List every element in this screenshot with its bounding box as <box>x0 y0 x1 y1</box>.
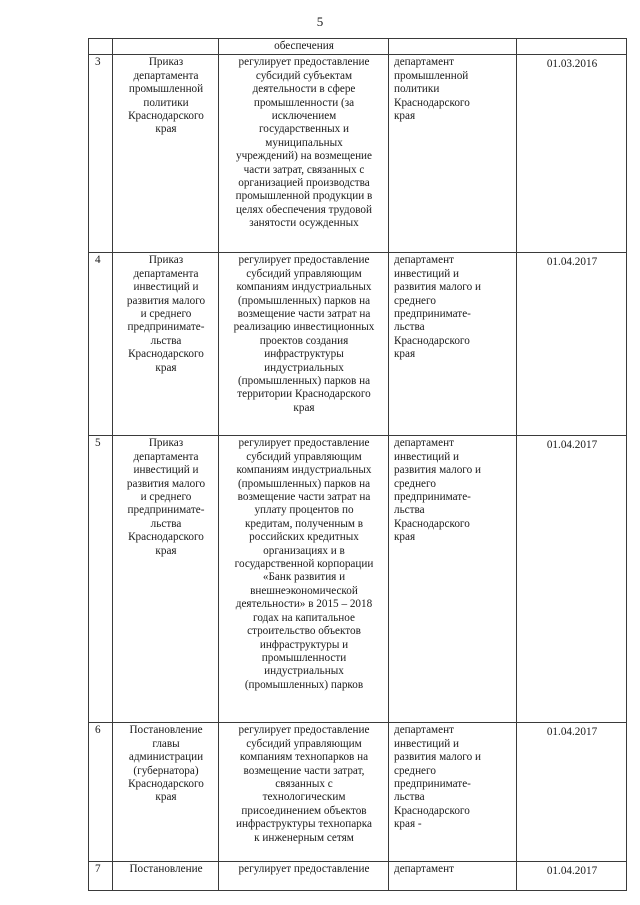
cell-organization: департамент <box>389 862 517 891</box>
cell-name: Приказ департамента инвестиций и развития малого и среднего предпринимате- льства Краснодарского края <box>113 436 219 723</box>
cell-date: 01.03.2016 <box>517 55 627 253</box>
cell-date <box>517 39 627 55</box>
cell-date: 01.04.2017 <box>517 436 627 723</box>
page-number: 5 <box>316 14 324 29</box>
cell-name: Приказ департамента инвестиций и развития малого и среднего предпринимате- льства Краснодарского края <box>113 253 219 436</box>
cell-organization: департамент инвестиций и развития малого и среднего предпринимате- льства Краснодарского края - <box>389 723 517 862</box>
cell-num: 5 <box>89 436 113 723</box>
cell-name: Приказ департамента промышленной политики Краснодарского края <box>113 55 219 253</box>
table-row <box>89 55 627 253</box>
cell-num: 4 <box>89 253 113 436</box>
cell-description: обеспечения <box>219 39 389 55</box>
cell-num: 6 <box>89 723 113 862</box>
cell-date: 01.04.2017 <box>517 862 627 891</box>
cell-num: 7 <box>89 862 113 891</box>
cell-description: регулирует предоставление субсидий управляющим компаниям индустриальных (промышленных) парков на возмещение части затрат на реализацию инвестиционных проектов создания инфраструктуры индустриальных (промышленных) парков на территории Краснодарского края <box>219 253 389 436</box>
cell-organization <box>389 39 517 55</box>
cell-name: Постановление главы администрации (губернатора) Краснодарского края <box>113 723 219 862</box>
cell-description: регулирует предоставление субсидий управляющим компаниям технопарков на возмещение части затрат, связанных с технологическим присоединением объектов инфраструктуры технопарка к инженерным сетям <box>219 723 389 862</box>
cell-date: 01.04.2017 <box>517 723 627 862</box>
table-row <box>89 436 627 723</box>
table-row <box>89 723 627 862</box>
cell-description: регулирует предоставление субсидий субъектам деятельности в сфере промышленности (за исключением государственных и муниципальных учреждений) на возмещение части затрат, связанных с организацией производства промышленной продукции в целях обеспечения трудовой занятости осужденных <box>219 55 389 253</box>
cell-num <box>89 39 113 55</box>
cell-date: 01.04.2017 <box>517 253 627 436</box>
cell-organization: департамент промышленной политики Краснодарского края <box>389 55 517 253</box>
table-row <box>89 253 627 436</box>
cell-description: регулирует предоставление <box>219 862 389 891</box>
table-row-continuation <box>89 39 627 55</box>
table-row <box>89 862 627 891</box>
regulations-table <box>88 38 627 891</box>
cell-description: регулирует предоставление субсидий управляющим компаниям индустриальных (промышленных) парков на возмещение части затрат на уплату процентов по кредитам, полученным в российских кредитных организациях и в государственной корпорации «Банк развития и внешнеэкономической деятельности» в 2015 – 2018 годах на капитальное строительство объектов инфраструктуры и промышленности индустриальных (промышленных) парков <box>219 436 389 723</box>
cell-name: Постановление <box>113 862 219 891</box>
cell-name <box>113 39 219 55</box>
cell-organization: департамент инвестиций и развития малого и среднего предпринимате- льства Краснодарского края <box>389 436 517 723</box>
cell-num: 3 <box>89 55 113 253</box>
cell-organization: департамент инвестиций и развития малого и среднего предпринимате- льства Краснодарского края <box>389 253 517 436</box>
